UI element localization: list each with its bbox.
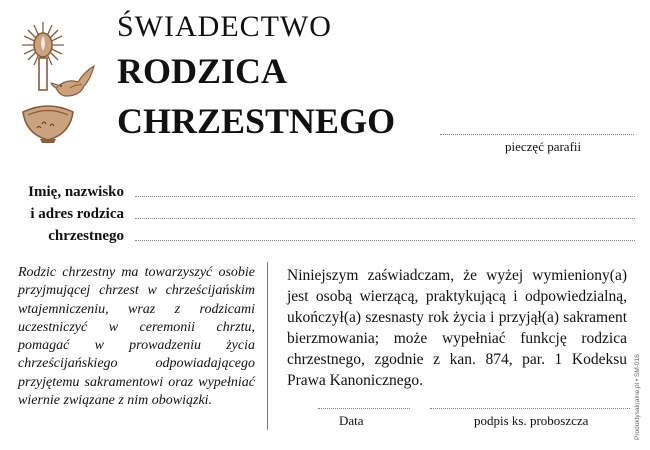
name-address-field-line1[interactable] — [135, 196, 635, 197]
certification-paragraph: Niniejszym zaświadczam, że wyżej wymieniony(a) jest osobą wierzącą, praktykującą i odpowiedzialną, ukończył(a) szesnasty rok życia i przyjął(a) sakrament bierzmowania; może wypełniać funkcję rodzica chrzestnego, zgodnie z kan. 874, par. 1 Kodeksu Prawa Kanonicznego. — [287, 267, 627, 389]
name-label-line2: i adres rodzica — [30, 206, 124, 222]
column-divider — [267, 262, 268, 430]
name-address-field-line3[interactable] — [135, 240, 635, 241]
dove-icon — [50, 58, 96, 102]
product-code: SM-016 — [634, 354, 641, 377]
name-label-line3: chrzestnego — [48, 228, 124, 244]
godparent-role-paragraph: Rodzic chrzestny ma towarzyszyć osobie przyjmującej chrzest w chrześcijańskim wtajemniczeniu, wraz z rodzicami uczestniczyć w ceremonii chrztu, pomagać w prowadzeniu życia chrześcijańskiego odpowiadającego przyjętemu sakramentowi oraz wypełniać wiernie związane z nim obowiązki. — [18, 265, 255, 409]
publisher-imprint: Produktysakralne.pl • SM-016 — [634, 354, 641, 440]
document-title-line2: RODZICA — [117, 51, 288, 91]
parish-stamp-label: pieczęć parafii — [505, 139, 582, 154]
name-address-field-line2[interactable] — [135, 218, 635, 219]
parish-stamp-field[interactable] — [440, 134, 634, 135]
baptismal-shell-icon — [20, 100, 76, 144]
date-field[interactable] — [318, 408, 410, 409]
date-label: Data — [339, 413, 364, 428]
priest-signature-field[interactable] — [430, 408, 630, 409]
publisher-name: Produktysakralne.pl — [634, 382, 641, 440]
priest-signature-label: podpis ks. proboszcza — [474, 413, 589, 428]
document-title-line1: ŚWIADECTWO — [117, 10, 332, 43]
document-title-line3: CHRZESTNEGO — [117, 101, 396, 141]
name-label-line1: Imię, nazwisko — [28, 184, 124, 200]
